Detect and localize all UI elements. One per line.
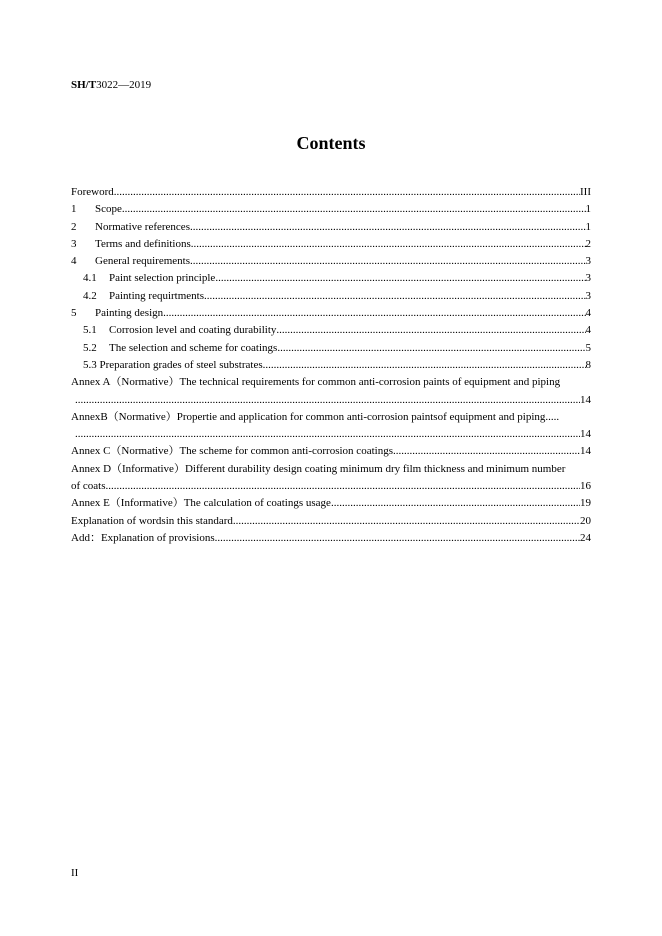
toc-entry-label: Explanation of wordsin this standard — [71, 514, 233, 527]
toc-entry-annex-a[interactable] — [71, 374, 591, 409]
dot-leader — [75, 426, 580, 443]
toc-entry-label: Annex A（Normative）The technical requirements for common anti-corrosion paints of equipment and piping — [71, 376, 561, 389]
toc-entry-coating-selection[interactable] — [71, 340, 591, 357]
document-header — [71, 79, 151, 91]
toc-entry-page: 5 — [585, 341, 591, 354]
toc-entry-preparation-grades[interactable] — [71, 357, 591, 374]
toc-entry-page: 8 — [585, 358, 591, 371]
dot-leader — [215, 530, 580, 547]
toc-entry-label: Corrosion level and coating durability — [109, 324, 277, 337]
toc-entry-number: 5.1 — [83, 324, 97, 337]
page-title: Contents — [296, 133, 366, 153]
toc-entry-page: 4 — [585, 307, 591, 320]
toc-entry-page: 3 — [585, 289, 591, 302]
toc-entry-label: Paint selection principle — [109, 272, 216, 285]
dot-leader — [191, 236, 586, 253]
dot-leader — [215, 270, 585, 287]
toc-entry-number: 3 — [71, 237, 77, 250]
toc-entry-annex-c[interactable] — [71, 443, 591, 460]
toc-entry-number: 2 — [71, 220, 77, 233]
toc-entry-explanation-of-words[interactable] — [71, 513, 591, 530]
toc-entry-label: AnnexB（Normative）Propertie and application for common anti-corrosion paintsof equipment and piping..... — [71, 410, 560, 423]
toc-entry-label: Painting design — [95, 307, 164, 320]
toc-entry-label: Scope — [95, 203, 122, 216]
toc-entry-number: 4 — [71, 255, 77, 268]
toc-entry-number: 4.2 — [83, 289, 97, 302]
toc-entry-page: 20 — [580, 514, 591, 527]
dot-leader — [190, 253, 586, 270]
dot-leader — [163, 305, 585, 322]
toc-entry-paint-selection[interactable] — [71, 270, 591, 287]
dot-leader — [277, 340, 585, 357]
toc-entry-page: 24 — [580, 531, 591, 544]
toc-entry-page: 14 — [580, 428, 591, 441]
toc-entry-terms-definitions[interactable] — [71, 236, 591, 253]
dot-leader — [204, 288, 585, 305]
dot-leader — [331, 495, 580, 512]
dot-leader — [106, 478, 580, 495]
toc-entry-explanation-of-provisions[interactable] — [71, 530, 591, 547]
standard-code: SH/T — [71, 79, 97, 91]
toc-entry-number: 5.2 — [83, 341, 97, 354]
dot-leader — [190, 219, 586, 236]
toc-entry-page: 14 — [580, 393, 591, 406]
toc-entry-annex-b[interactable] — [71, 409, 591, 444]
toc-entry-general-requirements[interactable] — [71, 253, 591, 270]
toc-entry-page: 19 — [580, 497, 591, 510]
dot-leader — [393, 443, 580, 460]
dot-leader — [75, 392, 580, 409]
toc-entry-label: Add：Explanation of provisions — [71, 531, 215, 544]
dot-leader — [122, 201, 586, 218]
toc-entry-page: 14 — [580, 445, 591, 458]
dot-leader — [114, 184, 580, 201]
toc-entry-page: 16 — [580, 480, 591, 493]
toc-entry-number: 1 — [71, 203, 77, 216]
dot-leader — [276, 322, 585, 339]
toc-entry-page: 1 — [585, 220, 591, 233]
toc-entry-corrosion-level[interactable] — [71, 322, 591, 339]
table-of-contents — [71, 184, 591, 547]
toc-entry-number: 4.1 — [83, 272, 97, 285]
toc-entry-annex-e[interactable] — [71, 495, 591, 512]
toc-entry-scope[interactable] — [71, 201, 591, 218]
toc-entry-label: The selection and scheme for coatings — [109, 341, 278, 354]
toc-entry-label: Annex C（Normative）The scheme for common anti-corrosion coatings — [71, 445, 393, 458]
toc-entry-label: Foreword — [71, 186, 114, 198]
toc-entry-normative-references[interactable] — [71, 219, 591, 236]
dot-leader — [233, 513, 580, 530]
dot-leader — [263, 357, 586, 374]
toc-entry-annex-d[interactable] — [71, 461, 591, 496]
toc-entry-label: Painting requirtments — [109, 289, 205, 302]
toc-entry-label-continued: of coats — [71, 480, 106, 493]
toc-entry-page: 4 — [585, 324, 591, 337]
toc-entry-number: 5 — [71, 307, 77, 320]
toc-entry-page: 3 — [585, 272, 591, 285]
toc-entry-label: 5.3 Preparation grades of steel substrates — [83, 358, 263, 371]
standard-number: 3022—2019 — [96, 79, 152, 91]
toc-entry-painting-design[interactable] — [71, 305, 591, 322]
toc-entry-label: Annex D（Informative）Different durability design coating minimum dry film thickness and minimum number — [71, 462, 566, 475]
toc-entry-label: General requirements — [95, 255, 190, 268]
toc-entry-painting-requirements[interactable] — [71, 288, 591, 305]
toc-entry-foreword[interactable] — [71, 184, 591, 201]
toc-entry-label: Normative references — [95, 220, 190, 233]
toc-entry-page: 1 — [585, 203, 591, 216]
toc-entry-label: Annex E（Informative）The calculation of coatings usage — [71, 497, 331, 510]
toc-entry-label: Terms and definitions — [95, 237, 191, 250]
toc-entry-page: 2 — [585, 237, 591, 250]
toc-entry-page: 3 — [585, 255, 591, 268]
page-number: II — [71, 867, 79, 879]
toc-entry-page: III — [580, 186, 591, 198]
